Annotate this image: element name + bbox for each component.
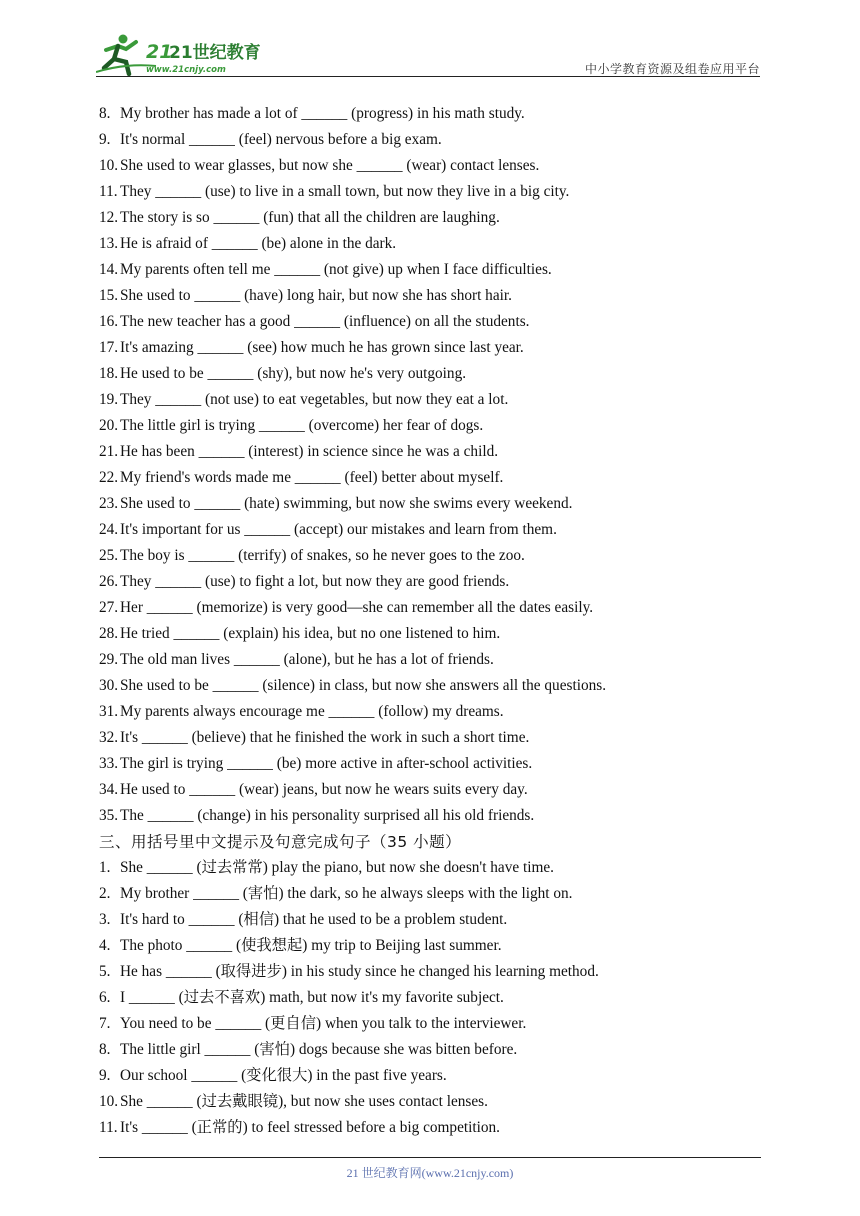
- question-text: My friend's words made me ______ (feel) better about myself.: [120, 469, 504, 486]
- question-item: [99, 1037, 739, 1063]
- question-item: [99, 309, 739, 335]
- header-site-name: 中小学教育资源及组卷应用平台: [584, 62, 760, 76]
- question-text: The new teacher has a good ______ (influence) on all the students.: [120, 313, 530, 330]
- question-number: 22.: [99, 469, 119, 486]
- question-number: 25.: [99, 547, 119, 564]
- question-number: 9.: [99, 1067, 111, 1084]
- question-text: The little girl ______ (害怕) dogs because she was bitten before.: [120, 1041, 518, 1058]
- question-item: [99, 777, 739, 803]
- question-text: They ______ (use) to live in a small town, but now they live in a big city.: [120, 183, 570, 200]
- question-text: The old man lives ______ (alone), but he has a lot of friends.: [120, 651, 494, 668]
- question-text: I ______ (过去不喜欢) math, but now it's my favorite subject.: [120, 989, 504, 1006]
- question-number: 17.: [99, 339, 119, 356]
- question-number: 28.: [99, 625, 119, 642]
- question-text: It's normal ______ (feel) nervous before a big exam.: [120, 131, 442, 148]
- question-item: [99, 907, 739, 933]
- question-text: It's ______ (正常的) to feel stressed before a big competition.: [120, 1119, 500, 1136]
- question-text: It's ______ (believe) that he finished the work in such a short time.: [120, 729, 530, 746]
- question-item: [99, 855, 739, 881]
- question-item: [99, 725, 739, 751]
- question-text: The photo ______ (使我想起) my trip to Beijing last summer.: [120, 937, 502, 954]
- question-text: Her ______ (memorize) is very good—she can remember all the dates easily.: [120, 599, 594, 616]
- question-item: [99, 517, 739, 543]
- question-text: He used to be ______ (shy), but now he's very outgoing.: [120, 365, 467, 382]
- question-number: 23.: [99, 495, 119, 512]
- question-number: 13.: [99, 235, 119, 252]
- question-text: My parents always encourage me ______ (follow) my dreams.: [120, 703, 504, 720]
- question-item: [99, 959, 739, 985]
- question-item: [99, 881, 739, 907]
- question-item: [99, 751, 739, 777]
- question-number: 6.: [99, 989, 111, 1006]
- question-number: 10.: [99, 157, 119, 174]
- question-text: He tried ______ (explain) his idea, but no one listened to him.: [120, 625, 501, 642]
- question-text: She used to ______ (have) long hair, but now she has short hair.: [120, 287, 512, 304]
- question-number: 11.: [99, 183, 118, 200]
- question-text: It's important for us ______ (accept) our mistakes and learn from them.: [120, 521, 557, 538]
- question-item: [99, 413, 739, 439]
- worksheet-content: [99, 101, 739, 1141]
- question-item: [99, 257, 739, 283]
- question-text: My parents often tell me ______ (not give) up when I face difficulties.: [120, 261, 552, 278]
- question-text: The boy is ______ (terrify) of snakes, so he never goes to the zoo.: [120, 547, 525, 564]
- question-number: 12.: [99, 209, 119, 226]
- question-item: [99, 335, 739, 361]
- question-item: [99, 1115, 739, 1141]
- question-item: [99, 127, 739, 153]
- question-text: She ______ (过去常常) play the piano, but now she doesn't have time.: [120, 859, 554, 876]
- question-text: He is afraid of ______ (be) alone in the dark.: [120, 235, 397, 252]
- question-number: 16.: [99, 313, 119, 330]
- question-text: My brother has made a lot of ______ (progress) in his math study.: [120, 105, 525, 122]
- question-number: 5.: [99, 963, 111, 980]
- footer-rule: [99, 1157, 761, 1158]
- question-number: 15.: [99, 287, 119, 304]
- question-item: [99, 231, 739, 257]
- question-item: [99, 101, 739, 127]
- question-number: 34.: [99, 781, 119, 798]
- logo-text: 21世纪教育: [169, 43, 261, 63]
- question-text: She used to wear glasses, but now she ______ (wear) contact lenses.: [120, 157, 540, 174]
- question-item: [99, 543, 739, 569]
- question-number: 14.: [99, 261, 119, 278]
- svg-text:21: 21: [146, 41, 173, 63]
- header-rule: [96, 76, 760, 77]
- question-number: 30.: [99, 677, 119, 694]
- question-text: He has ______ (取得进步) in his study since he changed his learning method.: [120, 963, 599, 980]
- question-number: 7.: [99, 1015, 111, 1032]
- question-text: She used to be ______ (silence) in class, but now she answers all the questions.: [120, 677, 607, 694]
- question-text: They ______ (use) to fight a lot, but now they are good friends.: [120, 573, 510, 590]
- question-item: [99, 205, 739, 231]
- question-item: [99, 491, 739, 517]
- question-item: [99, 153, 739, 179]
- question-item: [99, 985, 739, 1011]
- question-text: She used to ______ (hate) swimming, but now she swims every weekend.: [120, 495, 573, 512]
- question-text: My brother ______ (害怕) the dark, so he always sleeps with the light on.: [120, 885, 573, 902]
- question-item: [99, 283, 739, 309]
- part3-list: [99, 855, 739, 1141]
- question-item: [99, 699, 739, 725]
- question-number: 27.: [99, 599, 119, 616]
- question-number: 2.: [99, 885, 111, 902]
- logo: [96, 30, 266, 78]
- question-item: [99, 647, 739, 673]
- question-item: [99, 1011, 739, 1037]
- question-number: 29.: [99, 651, 119, 668]
- question-item: [99, 439, 739, 465]
- question-item: [99, 621, 739, 647]
- question-item: [99, 179, 739, 205]
- question-item: [99, 569, 739, 595]
- question-text: The girl is trying ______ (be) more active in after-school activities.: [120, 755, 533, 772]
- question-number: 35.: [99, 807, 119, 824]
- question-text: He used to ______ (wear) jeans, but now he wears suits every day.: [120, 781, 528, 798]
- question-text: He has been ______ (interest) in science since he was a child.: [120, 443, 499, 460]
- question-text: The story is so ______ (fun) that all the children are laughing.: [120, 209, 500, 226]
- question-number: 18.: [99, 365, 119, 382]
- question-number: 10.: [99, 1093, 119, 1110]
- question-item: [99, 465, 739, 491]
- question-number: 21.: [99, 443, 119, 460]
- question-item: [99, 1089, 739, 1115]
- question-number: 1.: [99, 859, 111, 876]
- question-number: 32.: [99, 729, 119, 746]
- footer-text: 21 世纪教育网(www.21cnjy.com): [346, 1166, 514, 1180]
- question-number: 26.: [99, 573, 119, 590]
- question-text: She ______ (过去戴眼镜), but now she uses contact lenses.: [120, 1093, 488, 1110]
- part2-list: [99, 101, 739, 829]
- question-text: It's hard to ______ (相信) that he used to be a problem student.: [120, 911, 508, 928]
- question-number: 24.: [99, 521, 119, 538]
- question-number: 9.: [99, 131, 111, 148]
- question-item: [99, 933, 739, 959]
- logo-url: www.21cnjy.com: [146, 65, 226, 75]
- question-text: You need to be ______ (更自信) when you talk to the interviewer.: [120, 1015, 527, 1032]
- question-item: [99, 595, 739, 621]
- question-item: [99, 673, 739, 699]
- question-number: 20.: [99, 417, 119, 434]
- question-number: 8.: [99, 1041, 111, 1058]
- question-text: The ______ (change) in his personality surprised all his old friends.: [120, 807, 535, 824]
- question-number: 8.: [99, 105, 111, 122]
- question-item: [99, 361, 739, 387]
- question-number: 19.: [99, 391, 119, 408]
- question-text: Our school ______ (变化很大) in the past five years.: [120, 1067, 447, 1084]
- question-number: 4.: [99, 937, 111, 954]
- question-number: 11.: [99, 1119, 118, 1136]
- question-item: [99, 387, 739, 413]
- question-number: 33.: [99, 755, 119, 772]
- question-item: [99, 1063, 739, 1089]
- question-number: 3.: [99, 911, 111, 928]
- question-text: The little girl is trying ______ (overcome) her fear of dogs.: [120, 417, 484, 434]
- question-text: They ______ (not use) to eat vegetables, but now they eat a lot.: [120, 391, 509, 408]
- question-item: [99, 803, 739, 829]
- page-header: [96, 30, 760, 78]
- question-text: It's amazing ______ (see) how much he has grown since last year.: [120, 339, 524, 356]
- question-number: 31.: [99, 703, 119, 720]
- section-3-title: 三、用括号里中文提示及句意完成句子（35 小题）: [99, 833, 462, 851]
